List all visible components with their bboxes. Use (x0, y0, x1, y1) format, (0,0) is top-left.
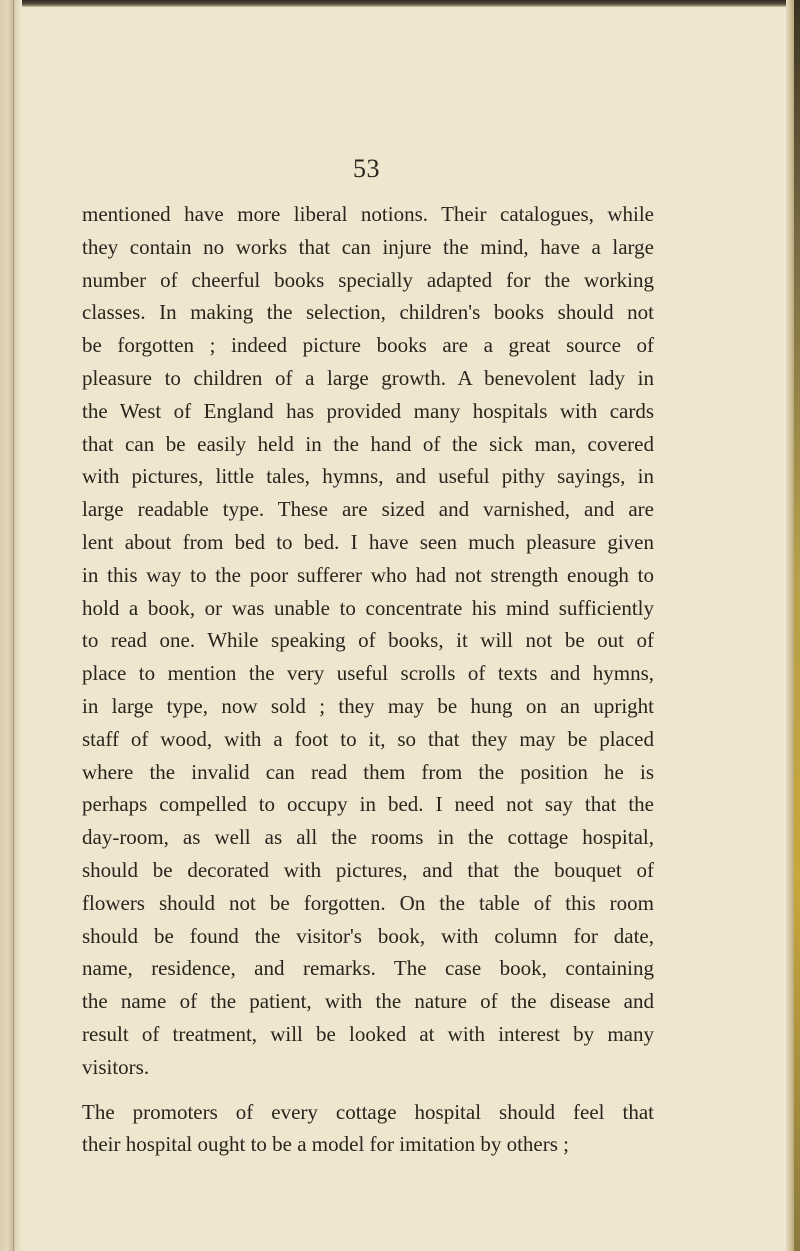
text-line: perhaps compelled to occupy in bed. I need not say that the (82, 792, 654, 817)
text-line: that can be easily held in the hand of the sick man, covered (82, 431, 654, 456)
text-line: should be found the visitor's book, with column for date, (82, 923, 654, 948)
paragraph-1 (82, 198, 654, 1084)
text-line: with pictures, little tales, hymns, and useful pithy sayings, in (82, 464, 654, 489)
text-line: pleasure to children of a large growth. A benevolent lady in (82, 365, 654, 390)
text-line: large readable type. These are sized and varnished, and are (82, 497, 654, 522)
text-line: the name of the patient, with the nature of the disease and (82, 989, 654, 1014)
text-line: their hospital ought to be a model for imitation by others ; (82, 1132, 569, 1157)
text-line: the West of England has provided many hospitals with cards (82, 398, 654, 423)
text-line: flowers should not be forgotten. On the table of this room (82, 890, 654, 915)
text-line: mentioned have more liberal notions. Their catalogues, while (82, 202, 654, 226)
page-binding-edge (0, 0, 22, 1251)
text-line: lent about from bed to bed. I have seen much pleasure given (82, 529, 654, 554)
text-line: name, residence, and remarks. The case book, containing (82, 956, 654, 981)
paragraph-2 (82, 1096, 654, 1162)
text-line: place to mention the very useful scrolls of texts and hymns, (82, 661, 654, 686)
page-top-edge (0, 0, 800, 7)
text-line: be forgotten ; indeed picture books are a great source of (82, 333, 654, 358)
text-line: staff of wood, with a foot to it, so that they may be placed (82, 726, 654, 751)
paragraph-gap (82, 1084, 654, 1096)
page-number: 53 (353, 154, 380, 183)
text-line: where the invalid can read them from the position he is (82, 759, 654, 784)
binding-rule (13, 0, 14, 1251)
text-line: classes. In making the selection, children's books should not (82, 300, 654, 325)
text-line: hold a book, or was unable to concentrate his mind sufficiently (82, 595, 654, 620)
text-line: to read one. While speaking of books, it will not be out of (82, 628, 654, 653)
text-line: result of treatment, will be looked at with interest by many (82, 1021, 654, 1046)
text-line: visitors. (82, 1054, 150, 1079)
text-line: The promoters of every cottage hospital should feel that (82, 1099, 654, 1124)
text-line: they contain no works that can injure the mind, have a large (82, 234, 654, 259)
text-line: number of cheerful books specially adapted for the working (82, 267, 654, 292)
book-cover-edge (794, 0, 800, 1251)
text-line: should be decorated with pictures, and that the bouquet of (82, 857, 654, 882)
body-text (82, 198, 654, 1161)
text-line: in large type, now sold ; they may be hung on an upright (82, 693, 654, 718)
text-line: day-room, as well as all the rooms in the cottage hospital, (82, 825, 654, 850)
text-line: in this way to the poor sufferer who had not strength enough to (82, 562, 654, 587)
